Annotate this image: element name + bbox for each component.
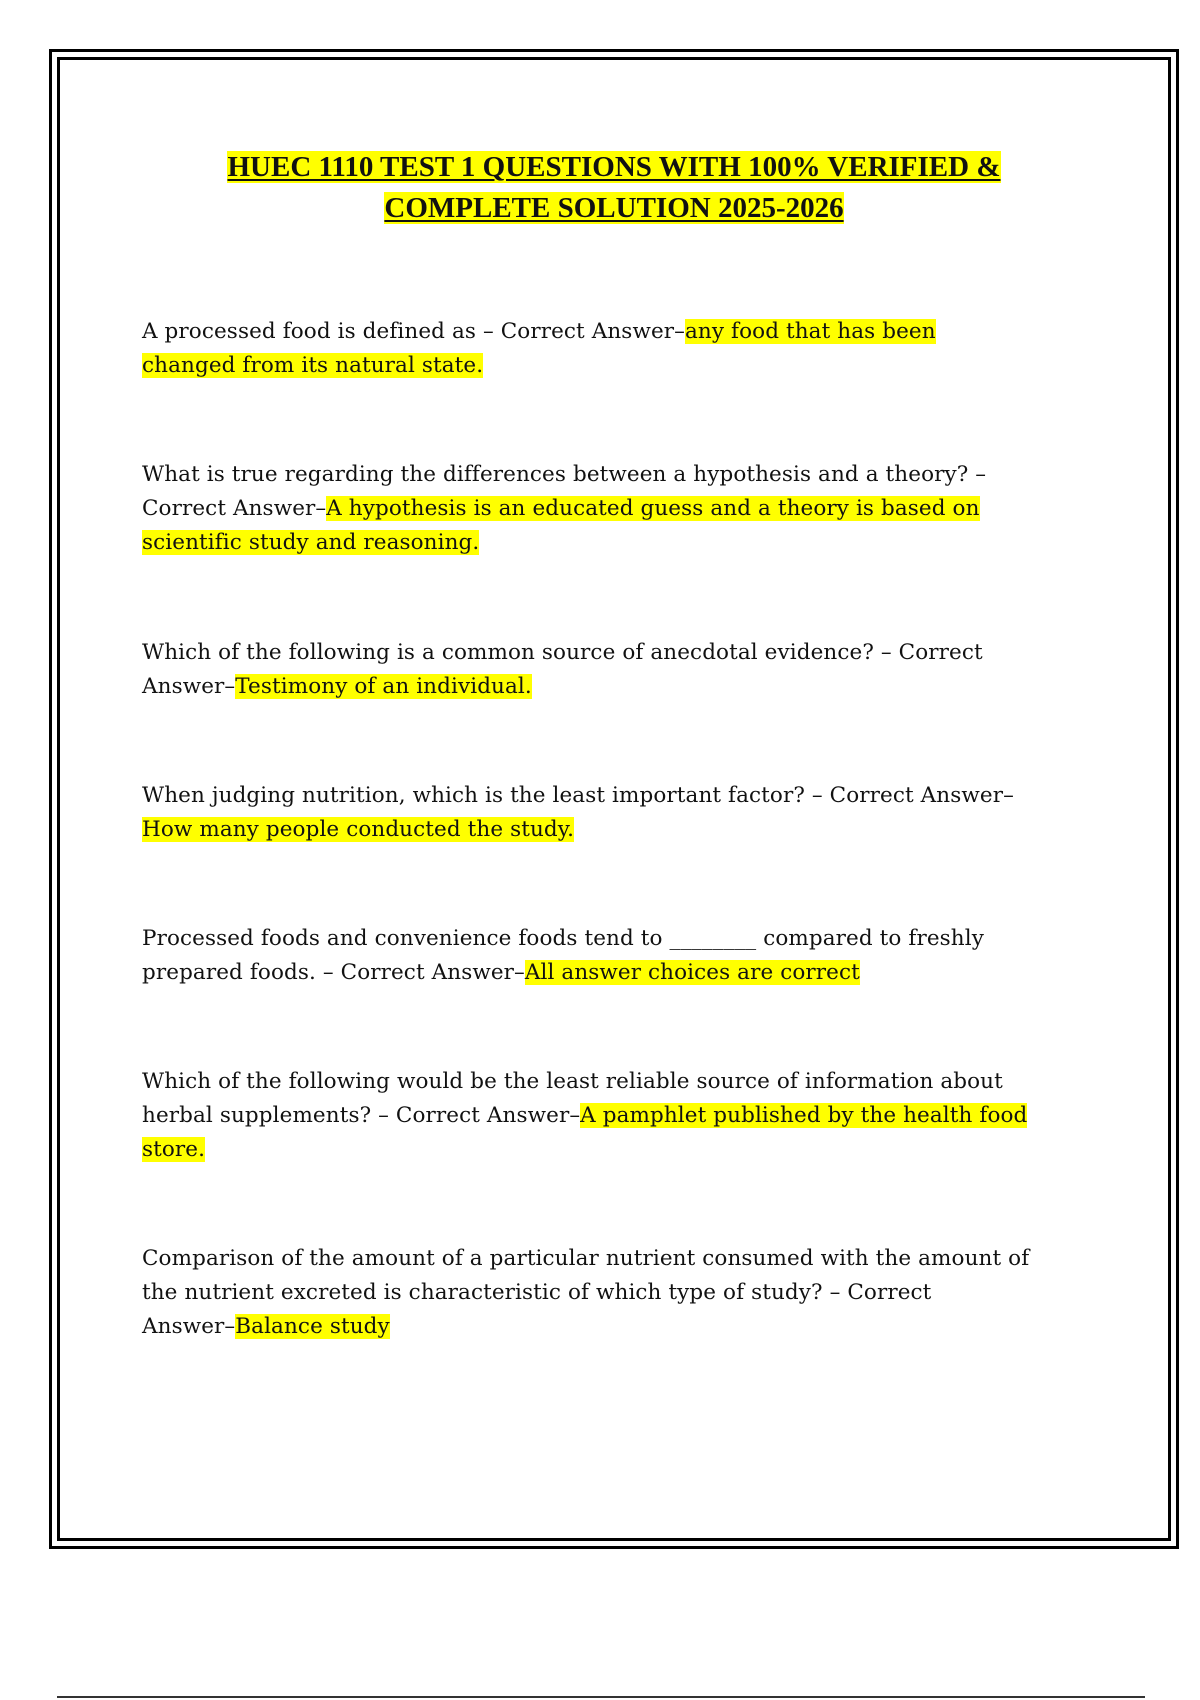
- answer-highlight: changed from its natural state.: [142, 353, 484, 378]
- answer-highlight: All answer choices are correct: [524, 960, 860, 985]
- qa-item-2: [142, 458, 1142, 560]
- page-bottom-rule: [57, 1696, 1145, 1698]
- question-text: A processed food is defined as – Correct Answer–: [142, 319, 685, 344]
- page-border: [49, 49, 1179, 1549]
- answer-highlight: How many people conducted the study.: [142, 817, 575, 842]
- question-text: When judging nutrition, which is the least important factor? – Correct Answer–: [142, 783, 1014, 808]
- question-text: Answer–: [142, 1314, 236, 1339]
- answer-highlight: A hypothesis is an educated guess and a theory is based on: [326, 496, 980, 521]
- document-title: [52, 147, 1176, 229]
- question-text: Answer–: [142, 674, 236, 699]
- question-text: the nutrient excreted is characteristic of which type of study? – Correct: [142, 1280, 932, 1305]
- question-text: prepared foods. – Correct Answer–: [142, 960, 525, 985]
- qa-item-7: [142, 1242, 1142, 1344]
- question-text: Which of the following would be the least reliable source of information about: [142, 1069, 1003, 1094]
- answer-highlight: Balance study: [235, 1314, 390, 1339]
- answer-highlight: scientific study and reasoning.: [142, 530, 480, 555]
- qa-item-6: [142, 1065, 1142, 1167]
- question-text: herbal supplements? – Correct Answer–: [142, 1103, 581, 1128]
- question-text: What is true regarding the differences between a hypothesis and a theory? –: [142, 462, 987, 487]
- question-text: Correct Answer–: [142, 496, 327, 521]
- answer-highlight: store.: [142, 1137, 206, 1162]
- answer-highlight: any food that has been: [685, 319, 936, 344]
- qa-item-5: [142, 922, 1142, 990]
- question-text: Comparison of the amount of a particular nutrient consumed with the amount of: [142, 1246, 1030, 1271]
- question-text: Which of the following is a common source of anecdotal evidence? – Correct: [142, 640, 983, 665]
- qa-item-3: [142, 636, 1142, 704]
- title-line-1: HUEC 1110 TEST 1 QUESTIONS WITH 100% VERIFIED &: [227, 151, 1001, 183]
- answer-highlight: A pamphlet published by the health food: [580, 1103, 1028, 1128]
- answer-highlight: Testimony of an individual.: [235, 674, 532, 699]
- qa-item-1: [142, 315, 1142, 383]
- qa-item-4: [142, 779, 1142, 847]
- title-line-2: COMPLETE SOLUTION 2025-2026: [384, 192, 844, 224]
- question-text: Processed foods and convenience foods tend to ________ compared to freshly: [142, 926, 984, 951]
